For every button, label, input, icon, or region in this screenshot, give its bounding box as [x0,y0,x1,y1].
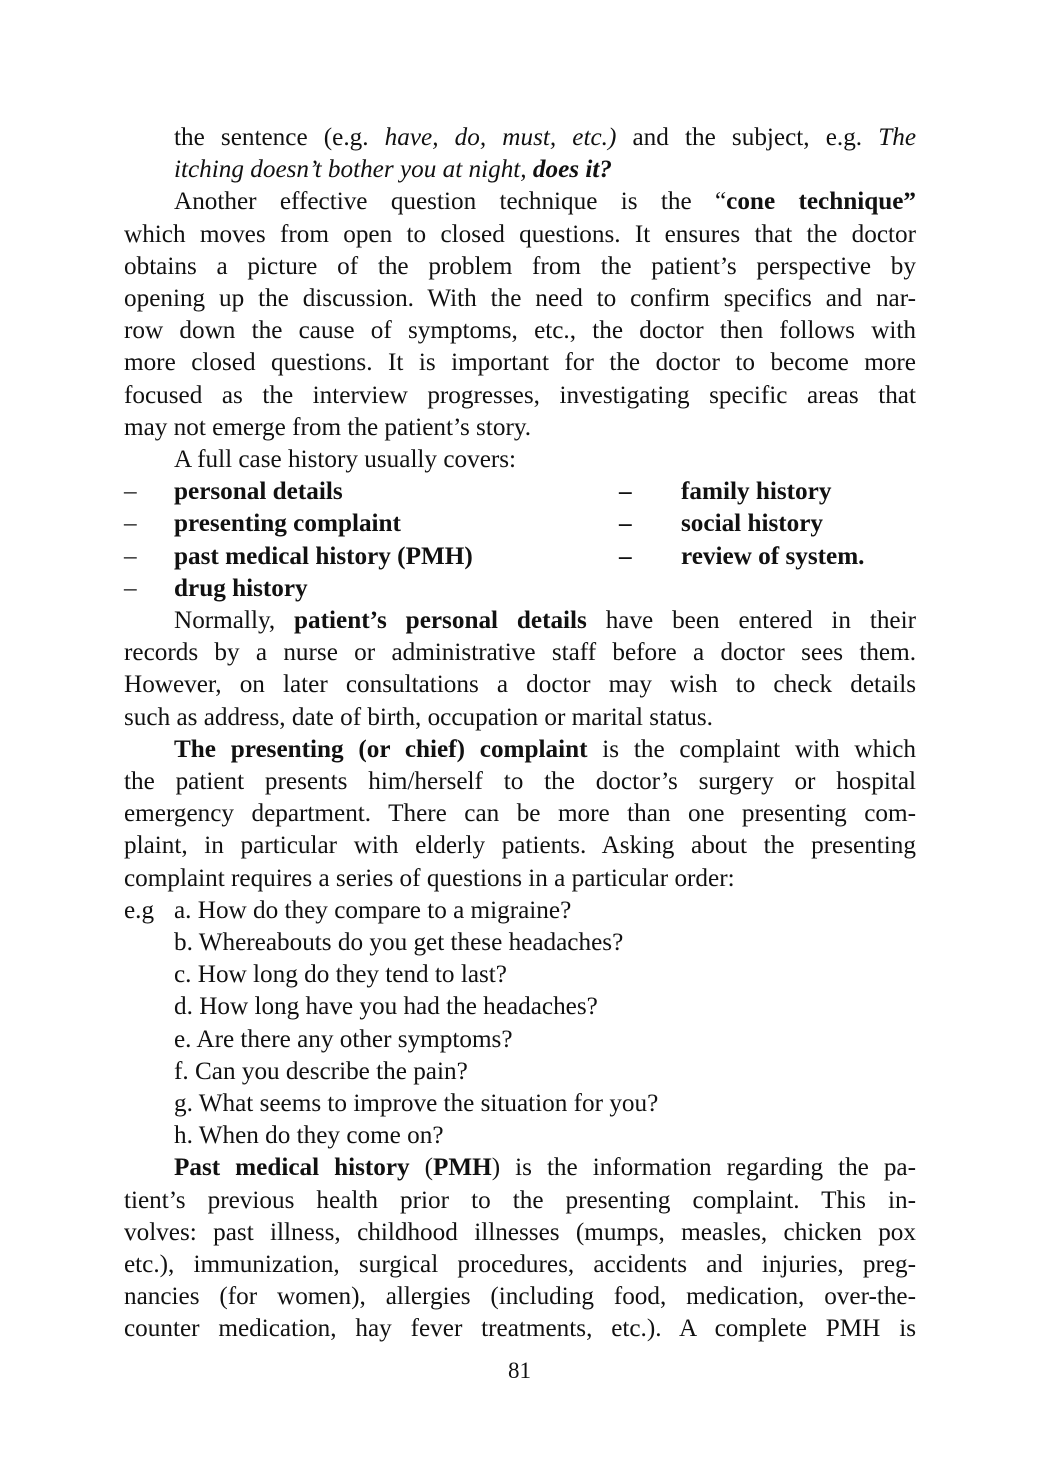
list-item: review of system. [681,542,865,570]
question-row [124,1056,916,1088]
case-history-list [124,476,916,605]
list-item: drug history [174,574,308,602]
dash-bullet: – [124,478,137,506]
bold-run: Past medical history [174,1154,410,1182]
dash-bullet: – [619,542,632,570]
question-row [124,1024,916,1056]
text-line: more closed questions. It is important for the doctor to become more [124,349,916,377]
text-line: row down the cause of symptoms, etc., the doctor then follows with [124,317,916,345]
question-row [124,959,916,991]
text-line: the patient presents him/herself to the doctor’s surgery or hospital [124,768,916,795]
text-run: Another effective question technique is the “ [174,188,727,216]
dash-bullet: – [124,510,137,538]
text-line: nancies (for women), allergies (including food, medication, over-the- [124,1283,916,1311]
text-line: complaint requires a series of questions in a particular order: [124,864,735,892]
text-line: emergency department. There can be more than one presenting com- [124,800,916,828]
text-line: volves: past illness, childhood illnesses (mumps, measles, chicken pox [124,1218,916,1246]
text-run: ( [409,1154,434,1182]
paragraph-personal-details [124,605,916,734]
text-line [124,186,916,218]
list-item: family history [681,478,832,506]
question-row [124,927,916,959]
question-row [124,1088,916,1120]
question-item: f. Can you describe the pain? [174,1057,468,1085]
dash-bullet: – [124,574,137,602]
text-line [124,154,916,186]
list-item: presenting complaint [174,510,401,538]
text-run: have been entered in their [586,606,916,634]
text-line: etc.), immunization, surgical procedures, accidents and injuries, preg- [124,1250,916,1278]
list-row [124,476,916,508]
page-body [124,122,916,1346]
question-item: a. How do they compare to a migraine? [174,896,572,924]
text-line: may not emerge from the patient’s story. [124,413,532,441]
italic-run: The [878,124,917,151]
question-item: g. What seems to improve the situation for you? [174,1089,659,1117]
example-questions [124,895,916,1153]
question-item: e. Are there any other symptoms? [174,1025,513,1053]
list-row [124,508,916,540]
question-row [124,895,916,927]
text-line: records by a nurse or administrative staff before a doctor sees them. [124,639,916,667]
text-run: Normally, [174,606,295,634]
text-line: counter medication, hay fever treatments, etc.). A complete PMH is [124,1315,916,1343]
text-line: tient’s previous health prior to the presenting complaint. This in- [124,1186,916,1214]
question-item: c. How long do they tend to last? [174,961,507,989]
bold-run: The presenting (or chief) complaint [174,735,588,763]
text-run: the sentence (e.g. [174,124,385,151]
list-row [124,573,916,605]
text-line [124,1152,916,1184]
dash-bullet: – [619,478,632,506]
paragraph-continuation [124,122,916,186]
page-number: 81 [508,1358,531,1383]
text-line [124,122,916,154]
list-item: personal details [174,478,343,506]
text-line: which moves from open to closed questions. It ensures that the doctor [124,220,916,248]
text-line: plaint, in particular with elderly patients. Asking about the presenting [124,832,916,860]
question-row [124,1120,916,1152]
question-item: b. Whereabouts do you get these headaches? [174,929,624,956]
text-run: and the subject, e.g. [616,124,879,151]
italic-run: itching doesn’t bother you at night, [174,156,533,184]
text-run: ) is the information regarding the pa- [491,1154,916,1182]
list-item: past medical history (PMH) [174,542,473,570]
list-item: social history [681,510,824,538]
question-item: d. How long have you had the headaches? [174,993,598,1021]
dash-bullet: – [619,510,632,538]
dash-bullet: – [124,542,137,570]
text-line [124,605,916,637]
bold-run: patient’s personal details [294,606,587,634]
paragraph-presenting-complaint [124,734,916,895]
text-line [124,734,916,766]
paragraph-cone-technique [124,186,916,444]
question-row [124,991,916,1023]
text-line: focused as the interview progresses, investigating specific areas that [124,381,916,409]
bold-italic-run: does it? [532,156,612,184]
paragraph-past-medical-history [124,1152,916,1345]
question-item: h. When do they come on? [174,1122,444,1150]
text-line: However, on later consultations a doctor may wish to check details [124,671,916,699]
bold-run: cone technique” [726,188,916,216]
list-row [124,541,916,573]
list-intro: A full case history usually covers: [174,446,517,474]
text-line: opening up the discussion. With the need to confirm specifics and nar- [124,285,916,313]
bold-run: PMH [433,1154,492,1182]
text-line: obtains a picture of the problem from the patient’s perspective by [124,252,916,280]
text-line: such as address, date of birth, occupation or marital status. [124,703,713,731]
example-prefix: e.g [124,896,155,924]
italic-run: have, do, must, etc.) [384,124,617,151]
text-run: is the complaint with which [587,735,916,763]
